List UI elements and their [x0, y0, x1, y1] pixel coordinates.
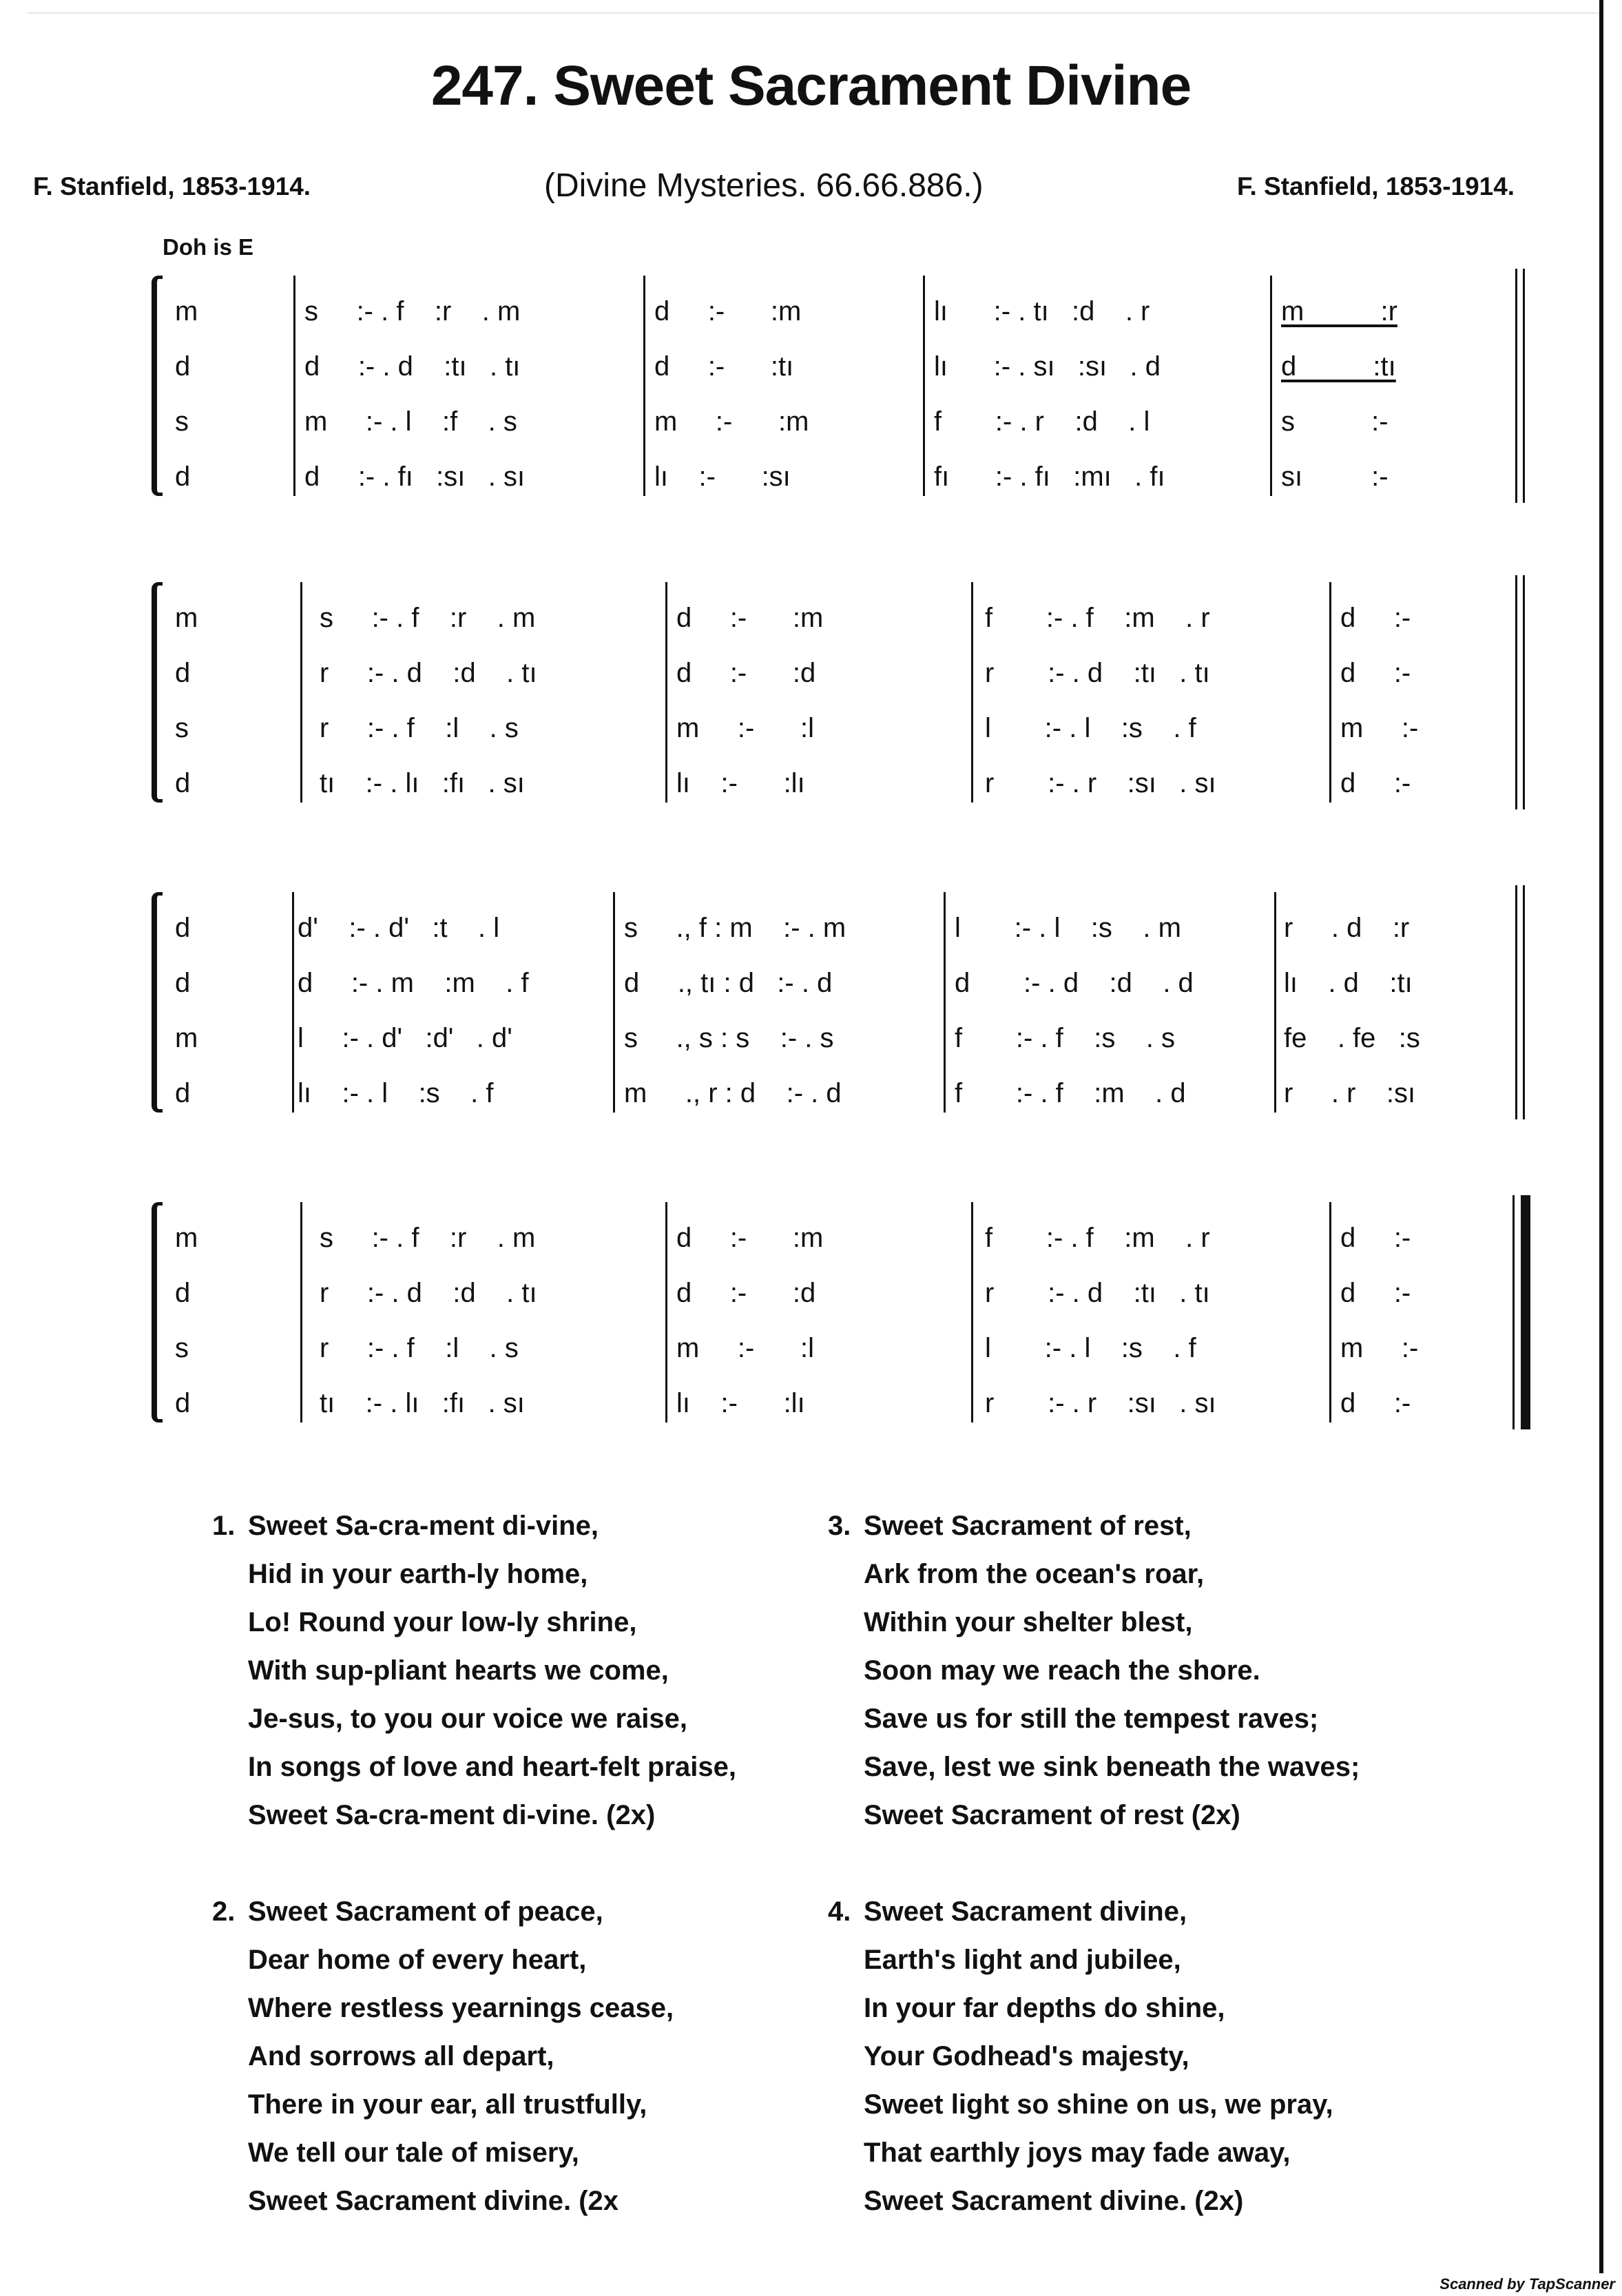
verse-line: Sweet Sa-cra-ment di-vine,	[248, 1511, 599, 1541]
measure-4: d :tı	[1281, 351, 1396, 382]
score-system-2	[152, 582, 1543, 803]
voice-key: m	[175, 603, 198, 633]
measure-1: s :- . f :r . m	[320, 603, 536, 633]
voice-key: d	[175, 1278, 191, 1308]
verse-line: Earth's light and jubilee,	[864, 1945, 1181, 1975]
verse-line: And sorrows all depart,	[248, 2041, 554, 2071]
verse-line: Sweet Sacrament of rest (2x)	[864, 1800, 1240, 1830]
verse-number: 1.	[212, 1511, 236, 1541]
measure-1: m :- . l :f . s	[304, 406, 517, 437]
verse-line: Sweet Sacrament divine. (2x)	[864, 2186, 1244, 2216]
measure-3: lı :- . sı :sı . d	[934, 351, 1161, 382]
measure-1: tı :- . lı :fı . sı	[320, 768, 525, 798]
measure-1: d :- . d :tı . tı	[304, 351, 521, 382]
voice-key: s	[175, 1333, 189, 1363]
voice-key: m	[175, 1223, 198, 1253]
verse-line: Save, lest we sink beneath the waves;	[864, 1752, 1360, 1782]
verse-line: Within your shelter blest,	[864, 1607, 1193, 1637]
measure-4: r . r :sı	[1284, 1078, 1416, 1108]
measure-1: l :- . d' :d' . d'	[298, 1023, 512, 1053]
voice-row-tenor	[152, 713, 1543, 754]
verse-line: Where restless yearnings cease,	[248, 1993, 674, 2023]
voice-row-bass	[152, 1388, 1543, 1429]
voice-key: s	[175, 713, 189, 743]
verse-line: Dear home of every heart,	[248, 1945, 587, 1975]
verse-line: In songs of love and heart-felt praise,	[248, 1752, 737, 1782]
hymn-title: 247. Sweet Sacrament Divine	[430, 54, 1192, 117]
voice-key: d	[175, 1078, 191, 1108]
voice-row-alto	[152, 658, 1543, 699]
measure-1: r :- . f :l . s	[320, 1333, 519, 1363]
measure-3: f :- . f :m . r	[985, 1223, 1210, 1253]
verse-line: Sweet Sacrament of peace,	[248, 1896, 603, 1927]
voice-row-alto	[152, 968, 1543, 1009]
measure-4: s :-	[1281, 406, 1389, 437]
measure-2: m :- :m	[654, 406, 809, 437]
measure-2: m ., r : d :- . d	[624, 1078, 842, 1108]
voice-row-soprano	[152, 296, 1543, 338]
voice-row-alto	[152, 351, 1543, 393]
measure-4: fe . fe :s	[1284, 1023, 1420, 1053]
measure-2: d :- :d	[676, 658, 816, 688]
measure-4: d :-	[1340, 1388, 1411, 1418]
verse-line: Soon may we reach the shore.	[864, 1655, 1260, 1686]
voice-key: d	[175, 658, 191, 688]
verse-number: 3.	[828, 1511, 851, 1541]
voice-row-bass	[152, 768, 1543, 809]
measure-3: r :- . d :tı . tı	[985, 658, 1210, 688]
measure-1: r :- . f :l . s	[320, 713, 519, 743]
measure-3: f :- . f :m . d	[955, 1078, 1186, 1108]
voice-key: d	[175, 913, 191, 943]
measure-1: r :- . d :d . tı	[320, 1278, 537, 1308]
voice-row-tenor	[152, 1333, 1543, 1374]
measure-3: d :- . d :d . d	[955, 968, 1194, 998]
measure-4: d :-	[1340, 1223, 1411, 1253]
measure-1: r :- . d :d . tı	[320, 658, 537, 688]
voice-row-bass	[152, 1078, 1543, 1119]
voice-key: s	[175, 406, 189, 437]
measure-4: m :r	[1281, 296, 1397, 327]
measure-3: r :- . d :tı . tı	[985, 1278, 1210, 1308]
verse-line: Sweet Sacrament divine,	[864, 1896, 1187, 1927]
measure-1: tı :- . lı :fı . sı	[320, 1388, 525, 1418]
measure-4: lı . d :tı	[1284, 968, 1413, 998]
score-system-1	[152, 276, 1543, 496]
voice-key: d	[175, 462, 191, 492]
measure-3: l :- . l :s . m	[955, 913, 1181, 943]
measure-4: d :-	[1340, 1278, 1411, 1308]
measure-1: s :- . f :r . m	[320, 1223, 536, 1253]
verse-line: Lo! Round your low-ly shrine,	[248, 1607, 637, 1637]
measure-3: r :- . r :sı . sı	[985, 1388, 1216, 1418]
verse-line: Je-sus, to you our voice we raise,	[248, 1704, 688, 1734]
measure-1: d :- . fı :sı . sı	[304, 462, 526, 492]
measure-2: d :- :m	[676, 1223, 824, 1253]
verse-line: Sweet light so shine on us, we pray,	[864, 2089, 1333, 2120]
measure-4: d :-	[1340, 658, 1411, 688]
voice-key: d	[175, 351, 191, 382]
verse-line: In your far depths do shine,	[864, 1993, 1225, 2023]
verse-number: 2.	[212, 1896, 236, 1927]
measure-4: d :-	[1340, 768, 1411, 798]
measure-4: d :-	[1340, 603, 1411, 633]
verse-line: Hid in your earth-ly home,	[248, 1559, 588, 1589]
measure-2: lı :- :sı	[654, 462, 791, 492]
composer-left: F. Stanfield, 1853-1914.	[33, 172, 311, 200]
verse-line: That earthly joys may fade away,	[864, 2138, 1291, 2168]
verse-2	[212, 1888, 674, 2225]
measure-2: d :- :d	[676, 1278, 816, 1308]
measure-2: d ., tı : d :- . d	[624, 968, 833, 998]
measure-3: f :- . f :s . s	[955, 1023, 1176, 1053]
measure-4: r . d :r	[1284, 913, 1410, 943]
verse-line: There in your ear, all trustfully,	[248, 2089, 647, 2120]
verse-line: Ark from the ocean's roar,	[864, 1559, 1205, 1589]
measure-2: lı :- :lı	[676, 768, 805, 798]
measure-2: s ., f : m :- . m	[624, 913, 846, 943]
voice-row-alto	[152, 1278, 1543, 1319]
measure-2: s ., s : s :- . s	[624, 1023, 834, 1053]
measure-4: sı :-	[1281, 462, 1389, 492]
voice-key: m	[175, 296, 198, 327]
page-edge-line	[1599, 0, 1603, 2273]
verse-line: We tell our tale of misery,	[248, 2138, 579, 2168]
measure-1: d' :- . d' :t . l	[298, 913, 500, 943]
verse-4	[828, 1888, 1333, 2225]
score-system-4	[152, 1202, 1543, 1423]
measure-2: m :- :l	[676, 1333, 814, 1363]
voice-row-soprano	[152, 913, 1543, 954]
verse-number: 4.	[828, 1896, 851, 1927]
scanner-watermark: Scanned by TapScanner	[1439, 2275, 1615, 2293]
voice-key: d	[175, 768, 191, 798]
measure-3: f :- . f :m . r	[985, 603, 1210, 633]
voice-row-bass	[152, 462, 1543, 503]
voice-row-soprano	[152, 1223, 1543, 1264]
voice-key: d	[175, 1388, 191, 1418]
tune-name: (Divine Mysteries. 66.66.886.)	[544, 167, 984, 204]
measure-2: d :- :m	[676, 603, 824, 633]
verse-line: Sweet Sa-cra-ment di-vine. (2x)	[248, 1800, 656, 1830]
verse-line: Your Godhead's majesty,	[864, 2041, 1189, 2071]
composer-right: F. Stanfield, 1853-1914.	[1237, 172, 1515, 200]
top-rule	[28, 12, 1605, 14]
measure-2: d :- :tı	[654, 351, 794, 382]
measure-3: l :- . l :s . f	[985, 713, 1196, 743]
measure-3: r :- . r :sı . sı	[985, 768, 1216, 798]
voice-row-soprano	[152, 603, 1543, 644]
voice-row-tenor	[152, 406, 1543, 448]
voice-row-tenor	[152, 1023, 1543, 1064]
verse-1	[212, 1502, 737, 1839]
measure-2: lı :- :lı	[676, 1388, 805, 1418]
verse-line: Sweet Sacrament of rest,	[864, 1511, 1192, 1541]
measure-1: d :- . m :m . f	[298, 968, 529, 998]
score-system-3	[152, 892, 1543, 1113]
measure-3: f :- . r :d . l	[934, 406, 1150, 437]
measure-2: m :- :l	[676, 713, 814, 743]
measure-3: fı :- . fı :mı . fı	[934, 462, 1165, 492]
measure-2: d :- :m	[654, 296, 802, 327]
verse-line: With sup-pliant hearts we come,	[248, 1655, 669, 1686]
measure-1: s :- . f :r . m	[304, 296, 521, 327]
verse-line: Sweet Sacrament divine. (2x	[248, 2186, 619, 2216]
measure-4: m :-	[1340, 713, 1419, 743]
measure-3: l :- . l :s . f	[985, 1333, 1196, 1363]
verse-line: Save us for still the tempest raves;	[864, 1704, 1319, 1734]
measure-4: m :-	[1340, 1333, 1419, 1363]
measure-1: lı :- . l :s . f	[298, 1078, 494, 1108]
voice-key: d	[175, 968, 191, 998]
voice-key: m	[175, 1023, 198, 1053]
measure-3: lı :- . tı :d . r	[934, 296, 1150, 327]
verse-3	[828, 1502, 1360, 1839]
key-signature: Doh is E	[163, 234, 254, 260]
